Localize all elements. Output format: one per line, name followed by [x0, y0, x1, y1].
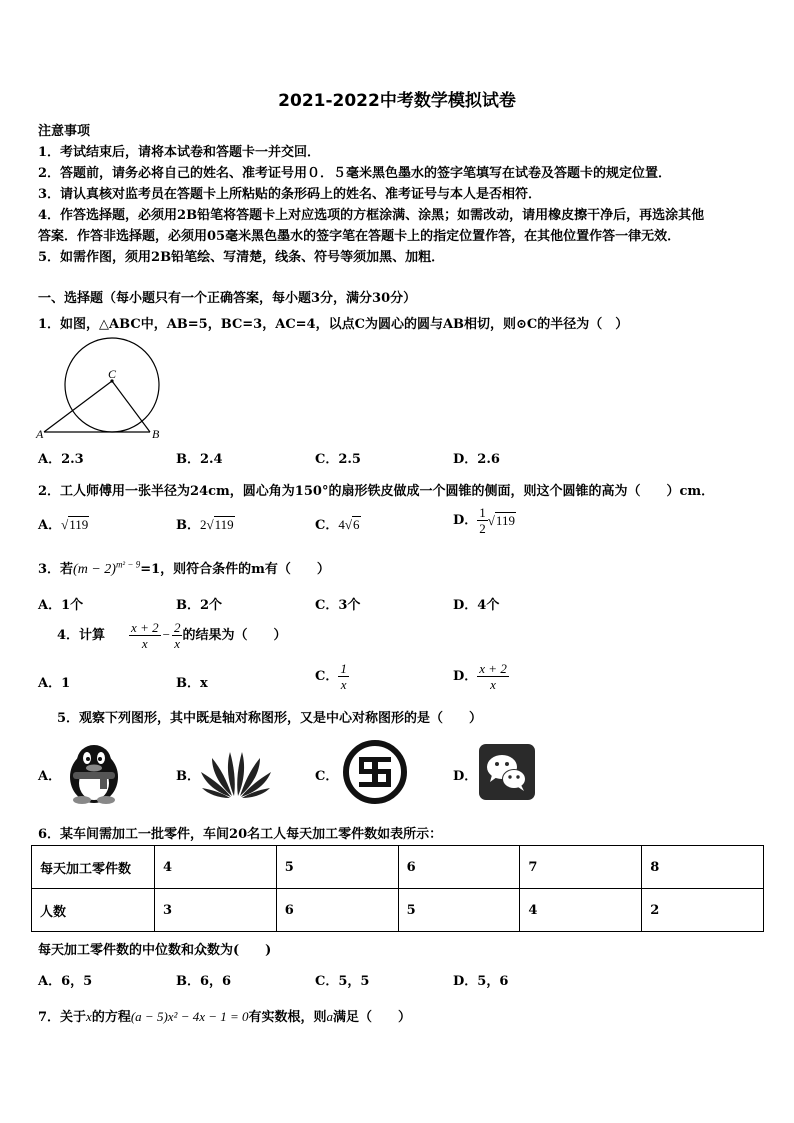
q6-option-c: C．5，5 — [315, 974, 370, 989]
q1-option-c: C．2.5 — [315, 452, 361, 467]
q1-option-b: B．2.4 — [176, 452, 223, 467]
q2-option-c: C．4√6 — [315, 517, 360, 533]
question-6: 6．某车间需加工一批零件，车间20名工人每天加工零件数如表所示： — [38, 827, 443, 842]
q3-option-a: A．1个 — [38, 598, 84, 613]
question-1: 1．如图，△ABC中，AB=5，BC=3，AC=4，以点C为圆心的圆与AB相切，则⊙C的半径为（ ） — [38, 317, 629, 332]
q1-option-a: A．2.3 — [38, 452, 84, 467]
q5-option-b-label: B． — [176, 769, 200, 784]
circle-c — [65, 338, 159, 432]
penguin-logo-icon — [60, 737, 128, 805]
table-cell: 7 — [520, 846, 642, 889]
notice-item: 1．考试结束后，请将本试卷和答题卡一并交回． — [38, 145, 321, 160]
label-a: A — [36, 427, 44, 441]
q4-option-d: D． $\frac{x + 2}{x}$ — [453, 661, 507, 692]
notice-item: 5．如需作图，须用2B铅笔绘、写清楚，线条、符号等须加黑、加粗． — [38, 250, 445, 265]
question-4: 4．计算 $\frac{x + 2}{x}$ − $\frac{2}{x}$ 的结果为（ ） — [57, 620, 287, 651]
section-heading: 一、选择题（每小题只有一个正确答案，每小题3分，满分30分） — [38, 291, 417, 306]
q4-option-b: B．x — [176, 676, 208, 691]
page-title: 2021-2022中考数学模拟试卷 — [278, 91, 516, 111]
q6-option-b: B．6，6 — [176, 974, 232, 989]
table-cell: 2 — [642, 889, 764, 932]
table-cell: 6 — [276, 889, 398, 932]
table-header-cell: 人数 — [32, 889, 155, 932]
q5-option-c-label: C． — [315, 769, 339, 784]
notice-item: 答案．作答非选择题，必须用05毫米黑色墨水的签字笔在答题卡上的指定位置作答，在其他位置作答一律无效． — [38, 229, 681, 244]
q1-option-d: D．2.6 — [453, 452, 500, 467]
wechat-logo-icon — [479, 744, 535, 800]
q3-option-d: D．4个 — [453, 598, 500, 613]
q3-option-b: B．2个 — [176, 598, 223, 613]
segment-bc — [112, 381, 150, 432]
q6-question: 每天加工零件数的中位数和众数为( ) — [38, 943, 272, 958]
q3-option-c: C．3个 — [315, 598, 361, 613]
q5-option-d-label: D． — [453, 769, 478, 784]
table-cell: 6 — [398, 846, 520, 889]
question-7: 7．关于x的方程(a − 5)x² − 4x − 1 = 0有实数根，则a满足（ ） — [38, 1009, 412, 1025]
notice-item: 3．请认真核对监考员在答题卡上所粘贴的条形码上的姓名、准考证号与本人是否相符． — [38, 187, 542, 202]
table-cell: 3 — [155, 889, 277, 932]
label-b: B — [152, 427, 160, 441]
table-header-cell: 每天加工零件数 — [32, 846, 155, 889]
q2-option-d: D． $\frac{1}{2}$ √119 — [453, 505, 515, 536]
notice-item: 4．作答选择题，必须用2B铅笔将答题卡上对应选项的方框涂满、涂黑；如需改动，请用橡皮擦干净后，再选涂其他 — [38, 208, 705, 223]
question-5: 5．观察下列图形，其中既是轴对称图形，又是中心对称图形的是（ ） — [57, 711, 483, 726]
q2-option-a: A．√119 — [38, 517, 89, 533]
q6-option-d: D．5，6 — [453, 974, 509, 989]
q2-option-b: B．2√119 — [176, 517, 234, 533]
table-cell: 4 — [155, 846, 277, 889]
segment-ac — [44, 381, 112, 432]
table-cell: 5 — [276, 846, 398, 889]
table-cell: 8 — [642, 846, 764, 889]
table-cell: 4 — [520, 889, 642, 932]
table-row — [32, 846, 764, 889]
q6-option-a: A．6，5 — [38, 974, 93, 989]
q1-figure — [32, 336, 172, 444]
table-row — [32, 889, 764, 932]
q4-option-a: A．1 — [38, 676, 71, 691]
data-table — [31, 845, 764, 932]
q5-option-a-label: A． — [38, 769, 62, 784]
notice-item: 2．答题前，请务必将自己的姓名、准考证号用０．５毫米黑色墨水的签字笔填写在试卷及答题卡的规定位置． — [38, 166, 672, 181]
label-c: C — [108, 367, 117, 381]
question-2: 2．工人师傅用一张半径为24cm，圆心角为150°的扇形铁皮做成一个圆锥的侧面，则这个圆锥的高为（ ）cm． — [38, 484, 715, 499]
question-3: 3．若$(m - 2)^{m^2 - 9}=1$，则符合条件的m有（ ） — [38, 559, 330, 577]
q4-option-c: C． $\frac{1}{x}$ — [315, 661, 347, 692]
table-cell: 5 — [398, 889, 520, 932]
huawei-logo-icon — [200, 742, 272, 800]
notice-heading: 注意事项 — [38, 124, 91, 139]
icbc-logo-icon — [341, 740, 409, 804]
